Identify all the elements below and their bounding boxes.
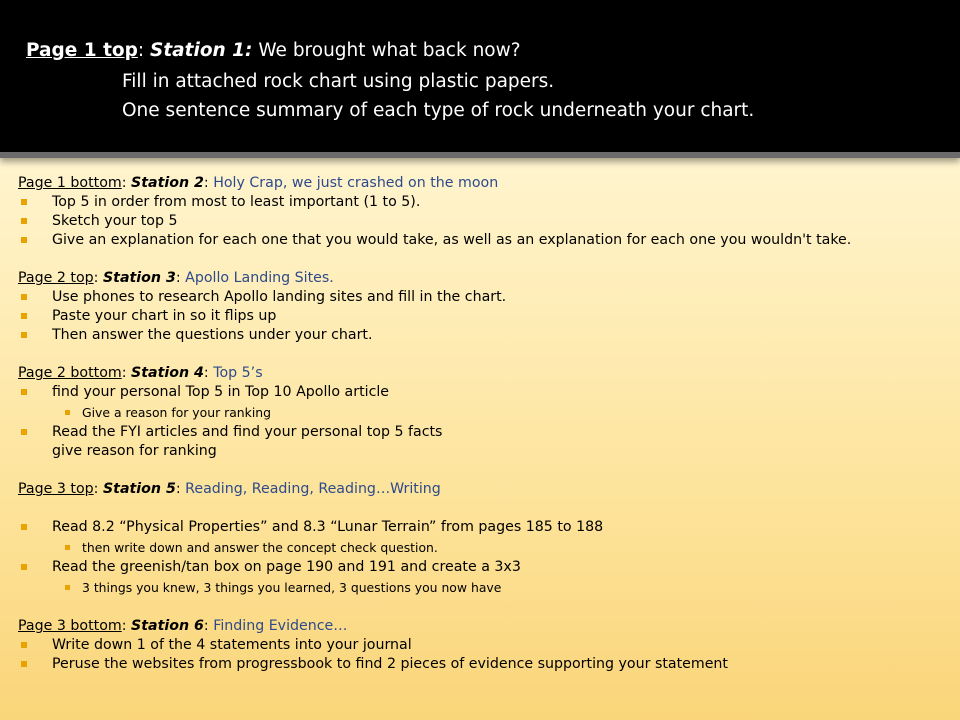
list-item: Read 8.2 “Physical Properties” and 8.3 “Lunar Terrain” from pages 185 to 188 (18, 518, 938, 537)
list-item: Use phones to research Apollo landing sites and fill in the chart. (18, 288, 938, 307)
title-line-3: One sentence summary of each type of rock underneath your chart. (122, 100, 755, 121)
list-item: Paste your chart in so it flips up (18, 307, 938, 326)
list-item: find your personal Top 5 in Top 10 Apollo article (18, 383, 938, 402)
page-1-top-label: Page 1 top (26, 40, 138, 61)
list-item: Read the FYI articles and find your personal top 5 facts give reason for ranking (18, 423, 938, 461)
station-1-label: Station 1: (150, 40, 253, 61)
list-item: Sketch your top 5 (18, 212, 938, 231)
section-heading-station-3: Page 2 top: Station 3: Apollo Landing Sites. (18, 270, 334, 286)
list-item: Write down 1 of the 4 statements into your journal (18, 636, 938, 655)
title-line-2: Fill in attached rock chart using plastic papers. (122, 71, 555, 92)
list-item: Top 5 in order from most to least important (1 to 5). (18, 193, 938, 212)
list-item: Give an explanation for each one that you would take, as well as an explanation for each one you wouldn't take. (18, 231, 938, 250)
section-heading-station-2: Page 1 bottom: Station 2: Holy Crap, we just crashed on the moon (18, 175, 499, 191)
sub-list-item: 3 things you knew, 3 things you learned, 3 questions you now have (18, 577, 938, 598)
list-item: Then answer the questions under your chart. (18, 326, 938, 345)
section-heading-station-5: Page 3 top: Station 5: Reading, Reading, Reading…Writing (18, 481, 441, 497)
title-banner (0, 0, 960, 158)
section-heading-station-6: Page 3 bottom: Station 6: Finding Evidence… (18, 618, 348, 634)
sub-list-item: Give a reason for your ranking (18, 402, 938, 423)
instruction-body (18, 174, 938, 674)
list-item: Peruse the websites from progressbook to find 2 pieces of evidence supporting your statement (18, 655, 938, 674)
section-heading-station-4: Page 2 bottom: Station 4: Top 5’s (18, 365, 263, 381)
station-1-title: We brought what back now? (258, 40, 521, 61)
title-line-1: Page 1 top: Station 1: We brought what back now? (26, 40, 521, 61)
list-item: Read the greenish/tan box on page 190 and 191 and create a 3x3 (18, 558, 938, 577)
sub-list-item: then write down and answer the concept check question. (18, 537, 938, 558)
